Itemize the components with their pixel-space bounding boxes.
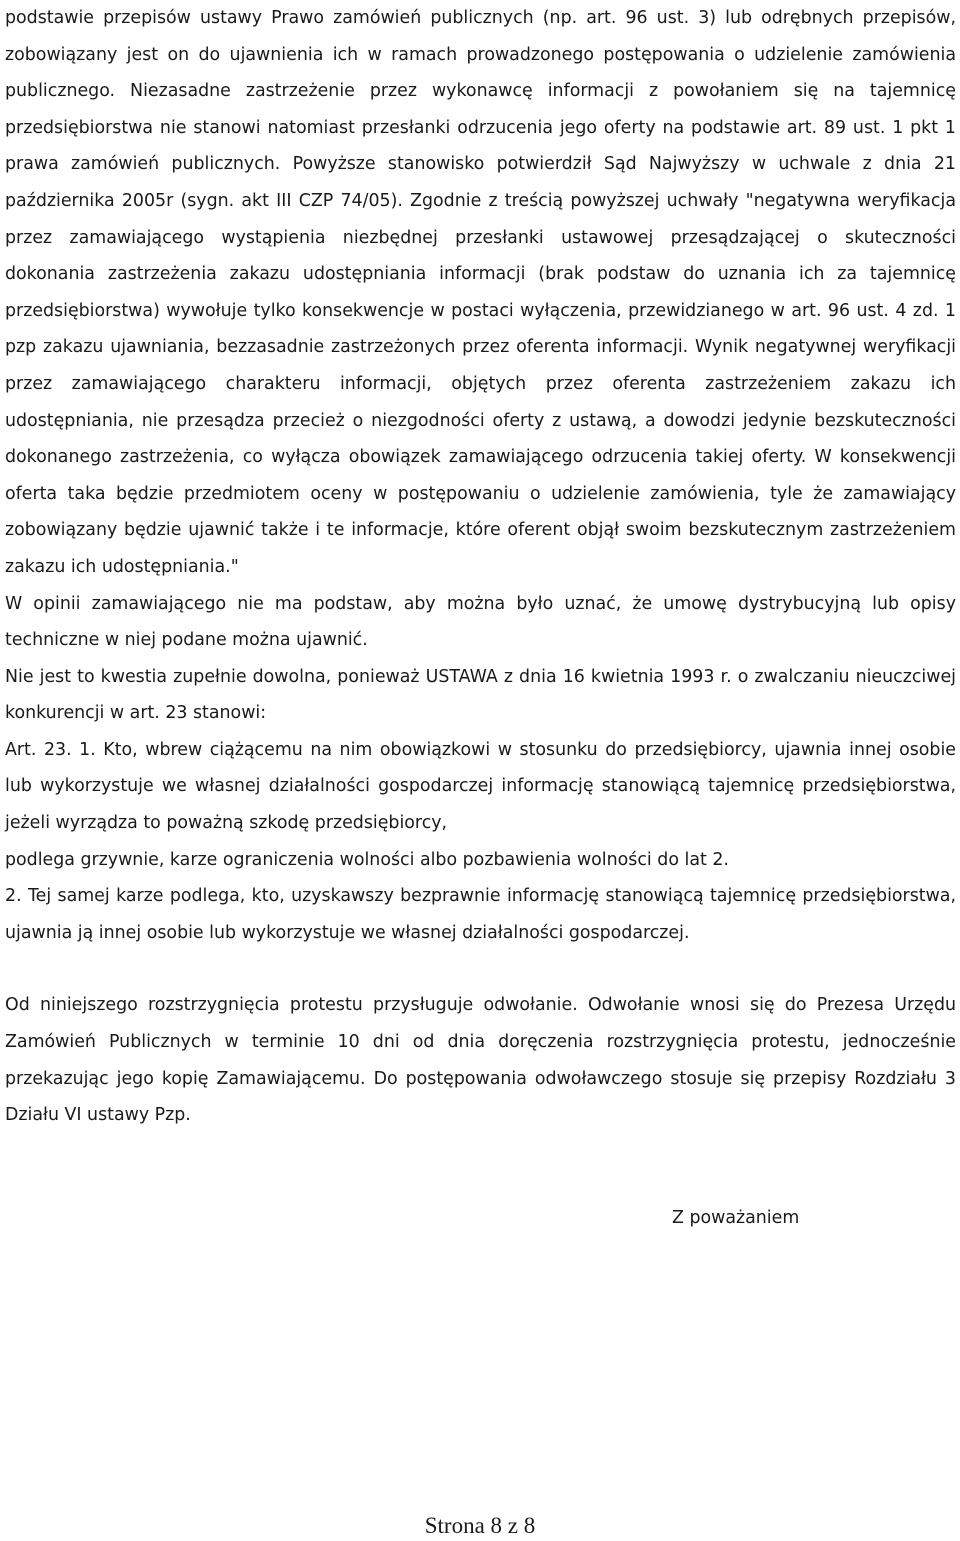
paragraph-art-23-ust-1: Art. 23. 1. Kto, wbrew ciążącemu na nim obowiązkowi w stosunku do przedsiębiorcy, ujawnia innej osobie lub wykorzystuje we własnej działalności gospodarczej informację stanowiącą tajemnicę przedsiębiorstwa, jeżeli wyrządza to poważną szkodę przedsiębiorcy,	[5, 739, 956, 834]
paragraph-pouczenie: Od niniejszego rozstrzygnięcia protestu przysługuje odwołanie. Odwołanie wnosi się do Prezesa Urzędu Zamówień Publicznych w terminie 10 dni od dnia doręczenia rozstrzygnięcia protestu, jednocześnie przekazując jego kopię Zamawiającemu. Do postępowania odwoławczego stosuje się przepisy Rozdziału 3 Działu VI ustawy Pzp.	[5, 995, 956, 1126]
closing-salutation: Z poważaniem	[672, 1208, 800, 1228]
paragraph-spacer	[5, 951, 956, 987]
paragraph-art-23-ust-2: 2. Tej samej karze podlega, kto, uzyskawszy bezprawnie informację stanowiącą tajemnicę przedsiębiorstwa, ujawnia ją innej osobie lub wykorzystuje we własnej działalności gospodarczej.	[5, 886, 956, 943]
document-body	[5, 0, 956, 1134]
paragraph-uchwala-sn: podstawie przepisów ustawy Prawo zamówień publicznych (np. art. 96 ust. 3) lub odrębnych przepisów, zobowiązany jest on do ujawnienia ich w ramach prowadzonego postępowania o udzielenie zamówienia publicznego. Niezasadne zastrzeżenie przez wykonawcę informacji z powołaniem się na tajemnicę przedsiębiorstwa nie stanowi natomiast przesłanki odrzucenia jego oferty na podstawie art. 89 ust. 1 pkt 1 prawa zamówień publicznych. Powyższe stanowisko potwierdził Sąd Najwyższy w uchwale z dnia 21 października 2005r (sygn. akt III CZP 74/05). Zgodnie z treścią powyższej uchwały "negatywna weryfikacja przez zamawiającego wystąpienia niezbędnej przesłanki ustawowej przesądzającej o skuteczności dokonania zastrzeżenia zakazu udostępniania informacji (brak podstaw do uznania ich za tajemnicę przedsiębiorstwa) wywołuje tylko konsekwencje w postaci wyłączenia, przewidzianego w art. 96 ust. 4 zd. 1 pzp zakazu ujawniania, bezzasadnie zastrzeżonych przez oferenta informacji. Wynik negatywnej weryfikacji przez zamawiającego charakteru informacji, objętych przez oferenta zastrzeżeniem zakazu ich udostępniania, nie przesądza przecież o niezgodności oferty z ustawą, a dowodzi jedynie bezskuteczności dokonanego zastrzeżenia, co wyłącza obowiązek zamawiającego odrzucenia takiej oferty. W konsekwencji oferta taka będzie przedmiotem oceny w postępowaniu o udzielenie zamówienia, tyle że zamawiający zobowiązany będzie ujawnić także i te informacje, które oferent objął swoim bezskutecznym zastrzeżeniem zakazu ich udostępniania."	[5, 8, 956, 577]
paragraph-sankcja: podlega grzywnie, karze ograniczenia wolności albo pozbawienia wolności do lat 2.	[5, 849, 729, 870]
paragraph-ustawa-znk: Nie jest to kwestia zupełnie dowolna, ponieważ USTAWA z dnia 16 kwietnia 1993 r. o zwalczaniu nieuczciwej konkurencji w art. 23 stanowi:	[5, 666, 956, 724]
page-number-footer: Strona 8 z 8	[424, 1513, 536, 1538]
paragraph-opinia-zamawiajacego: W opinii zamawiającego nie ma podstaw, aby można było uznać, że umowę dystrybucyjną lub opisy techniczne w niej podane można ujawnić.	[5, 593, 956, 651]
